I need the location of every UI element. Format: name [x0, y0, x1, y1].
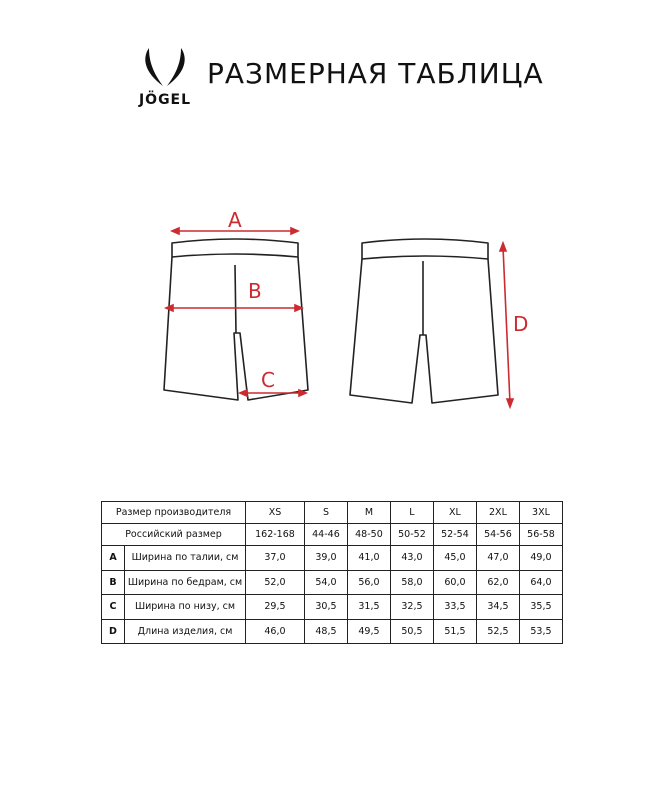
value-cell: 52,0 [246, 570, 305, 595]
value-cell: 41,0 [347, 546, 390, 571]
shorts-diagram [150, 195, 530, 425]
value-cell: 35,5 [519, 595, 562, 620]
russian-size-cell: 50-52 [390, 524, 433, 546]
value-cell: 30,5 [304, 595, 347, 620]
value-cell: 64,0 [519, 570, 562, 595]
size-cell: L [390, 502, 433, 524]
manufacturer-size-row [102, 502, 563, 524]
value-cell: 49,5 [347, 619, 390, 644]
value-cell: 51,5 [433, 619, 476, 644]
value-cell: 32,5 [390, 595, 433, 620]
size-cell: 2XL [476, 502, 519, 524]
value-cell: 53,5 [519, 619, 562, 644]
value-cell: 29,5 [246, 595, 305, 620]
label-d: D [513, 312, 529, 336]
value-cell: 33,5 [433, 595, 476, 620]
brand-name: JÖGEL [138, 92, 192, 108]
label-c: C [261, 368, 275, 392]
jogel-emblem-icon [139, 46, 191, 92]
row-name: Ширина по талии, см [125, 546, 246, 571]
value-cell: 62,0 [476, 570, 519, 595]
label-a: A [228, 208, 242, 232]
shorts-front [164, 239, 308, 400]
table-row [102, 570, 563, 595]
value-cell: 50,5 [390, 619, 433, 644]
label-b: B [248, 279, 262, 303]
value-cell: 34,5 [476, 595, 519, 620]
value-cell: 56,0 [347, 570, 390, 595]
value-cell: 52,5 [476, 619, 519, 644]
russian-size-cell: 56-58 [519, 524, 562, 546]
russian-size-cell: 48-50 [347, 524, 390, 546]
size-cell: XS [246, 502, 305, 524]
row-name: Ширина по низу, см [125, 595, 246, 620]
value-cell: 47,0 [476, 546, 519, 571]
value-cell: 48,5 [304, 619, 347, 644]
size-table [101, 501, 563, 644]
russian-size-cell: 162-168 [246, 524, 305, 546]
size-cell: M [347, 502, 390, 524]
value-cell: 60,0 [433, 570, 476, 595]
row-letter: D [102, 619, 125, 644]
value-cell: 39,0 [304, 546, 347, 571]
value-cell: 37,0 [246, 546, 305, 571]
size-cell: 3XL [519, 502, 562, 524]
value-cell: 45,0 [433, 546, 476, 571]
row-name: Длина изделия, см [125, 619, 246, 644]
shorts-back [350, 239, 498, 403]
russian-size-cell: 54-56 [476, 524, 519, 546]
row-name: Ширина по бедрам, см [125, 570, 246, 595]
size-cell: S [304, 502, 347, 524]
value-cell: 43,0 [390, 546, 433, 571]
value-cell: 46,0 [246, 619, 305, 644]
row-letter: B [102, 570, 125, 595]
russian-size-header: Российский размер [102, 524, 246, 546]
row-letter: C [102, 595, 125, 620]
table-row [102, 619, 563, 644]
russian-size-row [102, 524, 563, 546]
page-title: РАЗМЕРНАЯ ТАБЛИЦА [207, 57, 544, 90]
table-row [102, 595, 563, 620]
russian-size-cell: 52-54 [433, 524, 476, 546]
size-cell: XL [433, 502, 476, 524]
value-cell: 58,0 [390, 570, 433, 595]
manufacturer-size-header: Размер производителя [102, 502, 246, 524]
row-letter: A [102, 546, 125, 571]
table-row [102, 546, 563, 571]
value-cell: 54,0 [304, 570, 347, 595]
russian-size-cell: 44-46 [304, 524, 347, 546]
value-cell: 49,0 [519, 546, 562, 571]
value-cell: 31,5 [347, 595, 390, 620]
